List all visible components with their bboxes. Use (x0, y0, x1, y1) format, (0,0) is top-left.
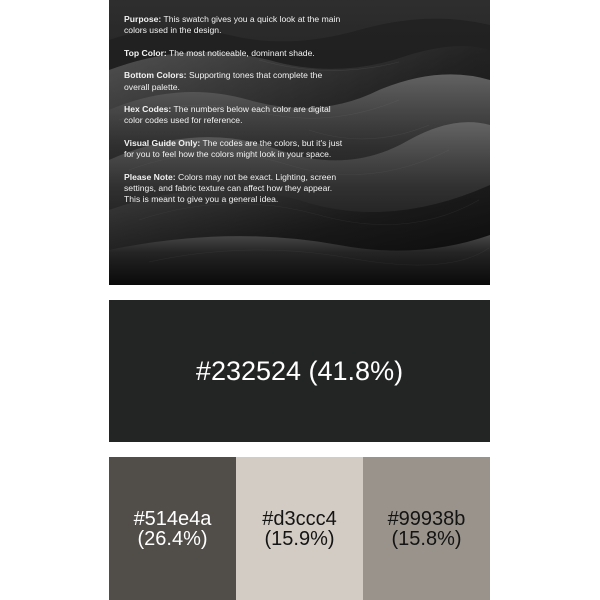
secondary-swatches (109, 457, 490, 600)
note-title: Please Note: (124, 171, 176, 182)
note-visual-guide (124, 138, 344, 161)
note-title: Hex Codes: (124, 104, 172, 115)
note-bottom-colors (124, 70, 344, 93)
note-text: The codes are the colors, but it's just for you to feel how the colors might look in your space. (124, 137, 343, 160)
color-swatch (109, 457, 236, 600)
note-text: This swatch gives you a quick look at the main colors used in the design. (124, 14, 341, 36)
swatch-notes (124, 14, 344, 217)
color-swatch (363, 457, 490, 600)
main-swatch-label: #232524 (41.8%) (195, 355, 404, 386)
swatch-hex: #514e4a (133, 507, 212, 530)
sand-dunes-photo (109, 0, 490, 285)
note-please-note (124, 172, 344, 206)
swatch-percent: (15.8%) (391, 527, 462, 550)
note-text: The most noticeable, dominant shade. (169, 47, 315, 58)
note-top-color (124, 48, 344, 59)
main-color-swatch (109, 300, 490, 442)
note-hex-codes (124, 104, 344, 127)
note-text: Supporting tones that complete the overall palette. (124, 70, 323, 92)
swatch-percent: (15.9%) (264, 527, 335, 550)
note-title: Bottom Colors: (124, 70, 187, 81)
color-swatch (236, 457, 363, 600)
note-text: The numbers below each color are digital color codes used for reference. (124, 104, 331, 126)
swatch-hex: #d3ccc4 (262, 507, 337, 530)
note-title: Top Color: (124, 47, 167, 58)
note-purpose (124, 14, 344, 37)
note-title: Purpose: (124, 14, 162, 24)
note-text: Colors may not be exact. Lighting, screen settings, and fabric texture can affect how they appear. This is meant to give you a general idea. (124, 171, 337, 205)
note-title: Visual Guide Only: (124, 137, 201, 148)
swatch-hex: #99938b (387, 507, 466, 530)
swatch-percent: (26.4%) (137, 527, 208, 550)
